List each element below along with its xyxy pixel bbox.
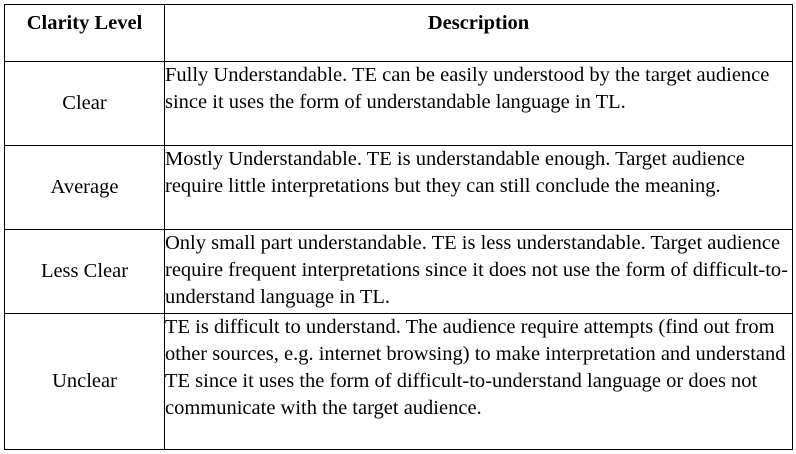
description-cell: Fully Understandable. TE can be easily understood by the target audience since it uses the form of understandable language in TL. [165, 62, 793, 146]
header-clarity-level [5, 5, 165, 62]
clarity-level-cell: Unclear [5, 314, 165, 450]
clarity-level-cell: Average [5, 146, 165, 230]
clarity-level-cell: Clear [5, 62, 165, 146]
table-row [5, 62, 793, 146]
header-description [165, 5, 793, 62]
description-cell: TE is difficult to understand. The audience require attempts (find out from other sources, e.g. internet browsing) to make interpretation and understand TE since it uses the form of difficult-to-understand language or does not communicate with the target audience. [165, 314, 793, 450]
header-description-text: Description [427, 12, 530, 34]
table-row [5, 146, 793, 230]
header-row [5, 5, 793, 62]
description-cell: Only small part understandable. TE is less understandable. Target audience require frequent interpretations since it does not use the form of difficult-to-understand language in TL. [165, 230, 793, 314]
clarity-level-table [4, 4, 793, 450]
table-row [5, 230, 793, 314]
description-cell: Mostly Understandable. TE is understandable enough. Target audience require little interpretations but they can still conclude the meaning. [165, 146, 793, 230]
header-clarity-level-text: Clarity Level [26, 12, 143, 34]
table-row [5, 314, 793, 450]
clarity-level-cell: Less Clear [5, 230, 165, 314]
